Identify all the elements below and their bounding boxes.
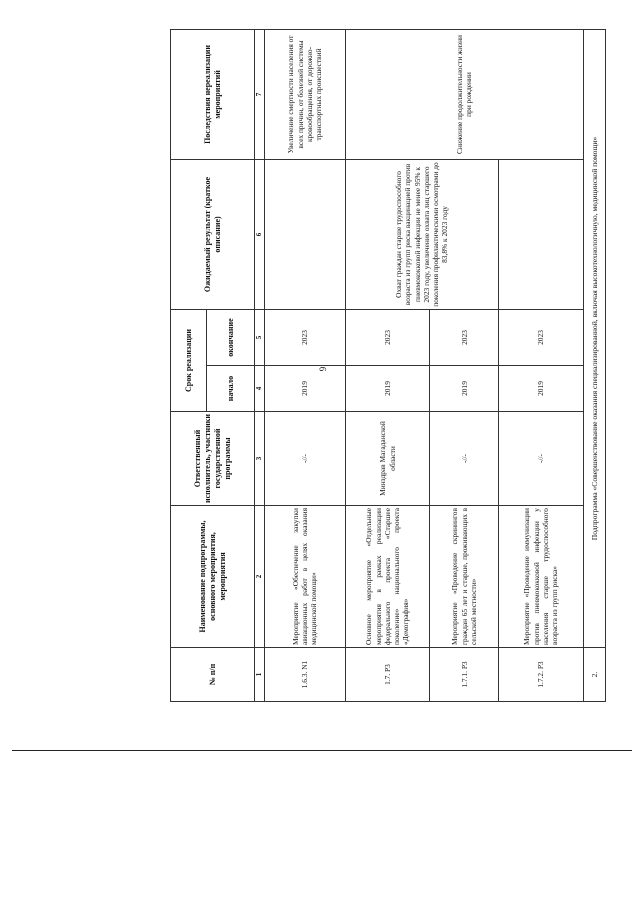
row-result — [265, 159, 346, 309]
row-end: 2023 — [430, 309, 499, 365]
row-result — [499, 159, 584, 309]
row-start: 2019 — [345, 366, 430, 412]
row-executor: -//- — [430, 412, 499, 506]
row-executor: -//- — [265, 412, 346, 506]
column-number: 4 — [255, 366, 265, 412]
rotated-table-container — [170, 30, 606, 702]
row-name: Мероприятие «Проведение скринингов граждан 65 лет и старше, проживающих в сельской местности» — [430, 506, 499, 648]
consequence-top: Увеличение смертности населения от всех причин, от болезней системы кровообращения, от дорожно-транспортных происшествий — [265, 29, 346, 159]
subprogram-title: Подпрограмма «Совершенствование оказания специализированной, включая высокотехнологичную, медицинской помощи» — [583, 29, 605, 647]
row-executor: -//- — [499, 412, 584, 506]
column-number: 5 — [255, 309, 265, 365]
table-row — [345, 29, 430, 701]
header-start: начало — [207, 366, 255, 412]
row-name: Мероприятие «Проведение иммунизации против пневмококковой инфекции у населения старше трудоспособного возраста из групп риска» — [499, 506, 584, 648]
row-start: 2019 — [430, 366, 499, 412]
header-consequences: Последствия нереализации мероприятий — [171, 29, 255, 159]
table-row — [265, 29, 346, 701]
header-executor: Ответственный исполнитель, участники государственной программы — [171, 412, 255, 506]
row-name: Мероприятие «Обеспечение закупки авиационных работ в целях оказания медицинской помощи» — [265, 506, 346, 648]
column-number: 7 — [255, 29, 265, 159]
row-number: 1.7.1. P3 — [430, 648, 499, 702]
header-end: окончание — [207, 309, 255, 365]
header-name: Наименование подпрограммы, основного мероприятия, мероприятия — [171, 506, 255, 648]
header-number: № п/п — [171, 648, 255, 702]
row-end: 2023 — [345, 309, 430, 365]
row-start: 2019 — [499, 366, 584, 412]
program-measures-table — [170, 29, 606, 702]
row-name: Основное мероприятие «Отдельные мероприятия в рамках реализации федерального проекта «Старшее поколение» национального проекта «Демография» — [345, 506, 430, 648]
row-number: 1.7. P3 — [345, 648, 430, 702]
subprogram-row — [583, 29, 605, 701]
column-number: 3 — [255, 412, 265, 506]
row-start: 2019 — [265, 366, 346, 412]
column-number: 1 — [255, 648, 265, 702]
page-number: 9 — [318, 366, 328, 372]
subprogram-number: 2. — [583, 648, 605, 702]
row-number: 1.7.2. P3 — [499, 648, 584, 702]
header-result: Ожидаемый результат (краткое описание) — [171, 159, 255, 309]
row-end: 2023 — [499, 309, 584, 365]
row-result: Охват граждан старше трудоспособного возраста из групп риска вакцинацией против пневмококковой инфекции не менее 95% к 2023 году, увеличение охвата лиц старшего поколения профилактическими осмотрами до 83,8% к 2023 году — [345, 159, 498, 309]
row-executor: Минздрав Магаданской области — [345, 412, 430, 506]
row-number: 1.6.3. N1 — [265, 648, 346, 702]
column-number: 2 — [255, 506, 265, 648]
page-divider — [12, 750, 632, 751]
column-number: 6 — [255, 159, 265, 309]
row-end: 2023 — [265, 309, 346, 365]
consequence-bottom: Снижение продолжительности жизни при рождении — [345, 29, 583, 159]
header-period: Срок реализации — [171, 309, 207, 411]
